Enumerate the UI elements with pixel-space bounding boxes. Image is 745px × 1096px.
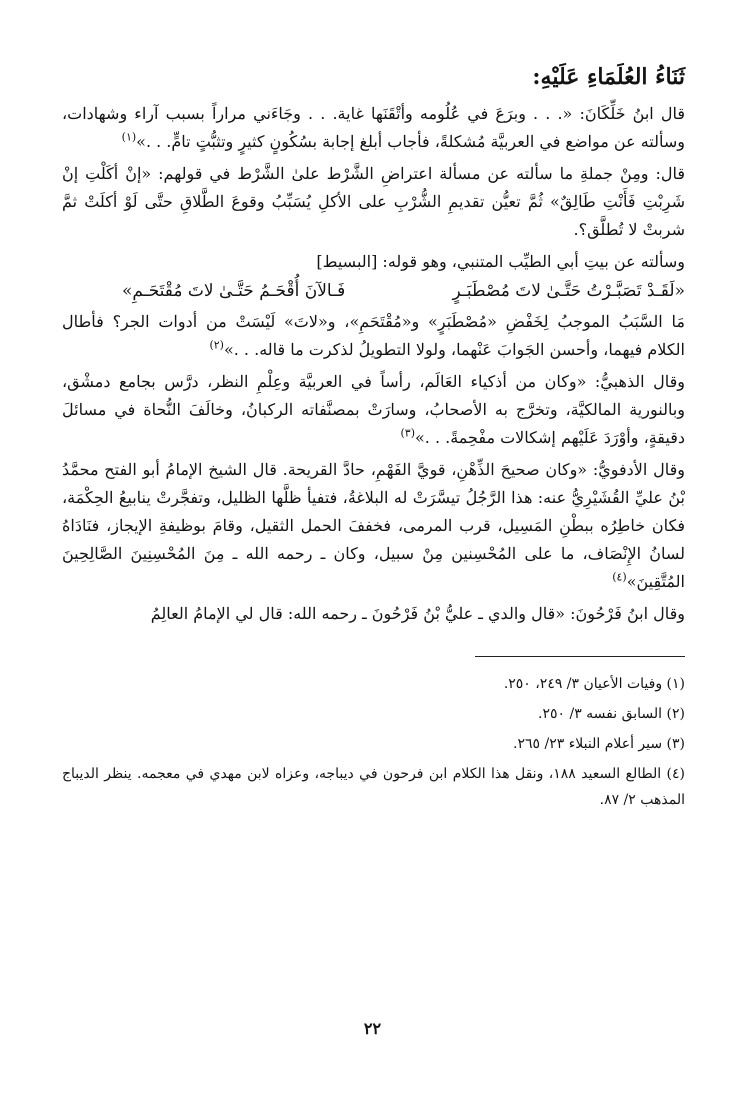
paragraph-question xyxy=(62,160,685,244)
paragraph-adfuwi xyxy=(62,456,685,596)
footnote-ref: (١) xyxy=(121,130,137,144)
footnote-ref: (٢) xyxy=(209,338,224,352)
footnote-1: (١) وفيات الأعيان ٣/ ٢٤٩، ٢٥٠. xyxy=(503,676,685,692)
footnote-separator xyxy=(475,656,685,657)
poetry-verse xyxy=(62,276,685,306)
paragraph-dhahabi xyxy=(62,368,685,452)
paragraph-text: مَا السَّبَبُ الموجبُ لِخَفْضِ «مُصْطَبَرٍ» و«مُقْتَحَمِ»، و«لاتَ» لَيْسَتْ من أدوات الجر؟ فأطال الكلام فيهما، وأحسن الجَوابَ عَنْهما، ولولا التطويلُ لذكرت ما قاله. . .» xyxy=(62,312,685,359)
paragraph-text: وقال ابنُ فَرْحُونَ: «قال والدي ـ عليُّ بْنُ فَرْحُونَ ـ رحمه الله: قال لي الإمامُ العالِمُ xyxy=(150,604,685,623)
footnote-ref: (٤) xyxy=(612,570,627,584)
footnote-3: (٣) سير أعلام النبلاء ٢٣/ ٢٦٥. xyxy=(513,736,685,752)
paragraph-text: وقال الذهبيُّ: «وكان من أذكياء العَالَم، رأساً في العربيَّة وعِلْمِ النظر، درَّس بجامع دمشْق، وبالنورية المالكيَّة، وتخرَّج به الأصحابُ، وسارَتْ بمصنَّفاته الركبانُ، وخالَفَ النُّحاة في مسائلَ دقيقةٍ، وأوْرَدَ عَلَيْهم إشكالات مفْحِمةً. . .» xyxy=(62,372,685,447)
footnote-ref: (٣) xyxy=(400,426,415,440)
verse-second-hemistich: فَـالآنَ أُقْحَـمُ حَتَّـىٰ لاتَ مُقْتَحَـمِ» xyxy=(122,281,346,301)
page-number: ٢٢ xyxy=(363,1019,382,1038)
footnote-4: (٤) الطالع السعيد ١٨٨، ونقل هذا الكلام ابن فرحون في ديباجه، وعزاه لابن مهدي في معجمه. ينظر الديباج المذهب ٢/ ٨٧. xyxy=(62,766,686,808)
section-heading: ثَنَاءُ العُلَمَاءِ عَلَيْهِ: xyxy=(532,64,685,90)
footnote-2: (٢) السابق نفسه ٣/ ٢٥٠. xyxy=(538,706,685,722)
paragraph-answer xyxy=(62,308,685,364)
paragraph-text: قال ابنُ خَلِّكَانَ: «. . . وبرَعَ في عُلُومه وأتْقَنَها غاية. . . وجَاءَني مراراً بسبب آراء وشهادات، وسألته عن مواضع في العربيَّة مُشكلةً، فأجاب أبلغ إجابة بسُكُونٍ كثيرٍ وتثبُّتٍ تامٍّ. . .» xyxy=(62,104,685,151)
footnotes xyxy=(62,671,685,813)
paragraph-ibn-khallikan xyxy=(62,100,685,156)
page xyxy=(62,60,685,1076)
verse-first-hemistich: «لَقَـدْ تَصَبَّـرْتُ حَتَّـىٰ لاتَ مُصْطَبَـرٍ xyxy=(452,281,685,301)
paragraph-ibn-farhun xyxy=(62,600,685,628)
verse-intro: وسألته عن بيتِ أبي الطيِّب المتنبي، وهو قوله: [البسيط] xyxy=(316,252,685,271)
paragraph-text: وقال الأدفويُّ: «وكان صحيحَ الذِّهْنِ، قويَّ الفَهْمِ، حادَّ القريحة. قال الشيخ الإمامُ أبو الفتح محمَّدُ بْنُ عليِّ القُشَيْرِيُّ عنه: هذا الرَّجُلُ تيسَّرَتْ له البلاغةُ، فتفيأ ظلَّها الظليل، وتفجَّرتْ ينابيعُ الحِكْمَة، فكان خاطِرُه ببطْنِ المَسِيل، قرب المرمى، فخففَ الحمل الثقيل، وقامَ بوظيفةِ الإيجاز، فنَادَاهُ لسانُ الإِنْصَاف، ما على المُحْسِنين مِنْ سبيل، وكان ـ رحمه الله ـ مِنَ المُحْسِنِينَ الصَّالِحِينَ المُتَّقِينَ» xyxy=(62,460,685,591)
paragraph-text: قال: ومِنْ جملةِ ما سألته عن مسألة اعتراضِ الشَّرْط علىٰ الشَّرْط في قولهم: «إنْ أكَلْتِ إنْ شَرِبْتِ فَأَنْتِ طَالِقٌ» ثُمَّ تعيُّن تقديمِ الشُّرْبِ على الأكلِ يُسَبِّبُ وقوعَ الطَّلاقِ حتَّى لَوْ أكلَتْ ثمَّ شربتْ لا تُطلَّق؟. xyxy=(62,164,685,239)
